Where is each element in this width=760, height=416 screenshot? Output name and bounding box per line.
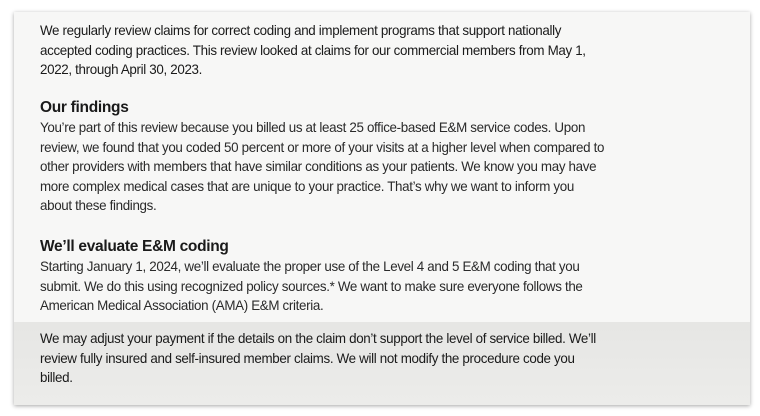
findings-section xyxy=(40,98,631,216)
text-line: review, we found that you coded 50 percent or more of your visits at a higher level when compared to xyxy=(40,138,605,155)
text-line: billed. xyxy=(40,369,73,386)
text-line: You’re part of this review because you billed us at least 25 office-based E&M service codes. Upon xyxy=(40,119,586,135)
section-heading: Our findings xyxy=(40,99,129,116)
text-line: more complex medical cases that are unique to your practice. That’s why we want to inform you xyxy=(40,177,574,194)
text-line: American Medical Association (AMA) E&M criteria. xyxy=(40,297,324,314)
document-page xyxy=(14,12,750,405)
text-line: review fully insured and self-insured member claims. We will not modify the procedure code you xyxy=(40,349,575,366)
text-line: accepted coding practices. This review looked at claims for our commercial members from May 1, xyxy=(40,41,586,58)
text-line: Starting January 1, 2024, we’ll evaluate the proper use of the Level 4 and 5 E&M coding that you xyxy=(40,258,580,274)
payment-paragraph xyxy=(40,329,622,388)
text-line: other providers with members that have similar conditions as your patients. We know you may have xyxy=(40,158,597,175)
section-heading: We’ll evaluate E&M coding xyxy=(40,238,229,255)
text-line: about these findings. xyxy=(40,197,157,214)
evaluate-section xyxy=(40,237,608,316)
text-line: 2022, through April 30, 2023. xyxy=(40,61,203,78)
intro-paragraph xyxy=(40,21,611,80)
text-line: submit. We do this using recognized policy sources.* We want to make sure everyone follows the xyxy=(40,277,583,294)
text-line: We may adjust your payment if the details on the claim don’t support the level of service billed. We’ll xyxy=(40,330,596,346)
text-line: We regularly review claims for correct coding and implement programs that support nationally xyxy=(40,22,562,38)
